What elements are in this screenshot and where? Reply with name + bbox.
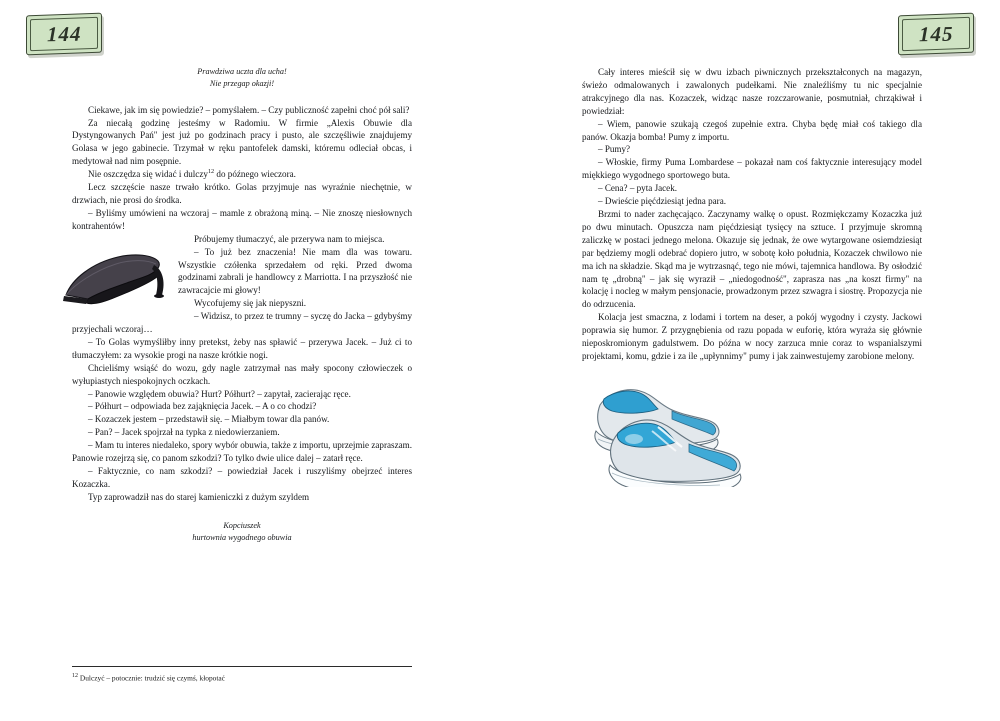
paragraph: – Pan? – Jacek spojrzał na typka z niedowierzaniem. (88, 427, 280, 438)
shop-sign-subtitle: hurtownia wygodnego obuwia (192, 533, 292, 543)
paragraph: Wycofujemy się jak niepyszni. (194, 298, 307, 309)
paragraph: Ciekawe, jak im się powiedzie? – pomyślałem. – Czy publiczność zapełni choć pół sali? (88, 104, 410, 115)
paragraph: Cały interes mieścił się w dwu izbach piwnicznych przekształconych na magazyn, świeżo odmalowanych i zawalonych pudełkami. Nie znaleźliśmy tu nic specjalnie atrakcyjnego dla nas. Kozaczek, widząc nasze rozczarowanie, posmutniał, chrząkiwał i powiedział: (582, 67, 922, 116)
right-page-text-column (582, 66, 922, 489)
paragraph: Kolacja jest smaczna, z lodami i tortem na deser, a pokój wygodny i czysty. Jackowi poprawia się humor. Z przygnębienia od razu popada w euforię, która wyraża się głównie nieposkromionym gadulstwem. Do późna w nocy zarzuca mnie coraz to wspanialszymi projektami, komu, gdzie i za ile „upłynnimy" pumy i jak zainwestujemy zarobione melony. (582, 312, 922, 361)
paragraph: Chcieliśmy wsiąść do wozu, gdy nagle zatrzymał nas mały spocony człowieczek o wyłupiastych niespokojnych oczkach. (72, 362, 412, 386)
paragraph: – To Golas wymyśliłby inny pretekst, żeby nas spławić – przerywa Jacek. – Już ci to tłumaczyłem: za wysokie progi na nasze krótkie nogi. (72, 336, 412, 360)
paragraph: Brzmi to nader zachęcająco. Zaczynamy walkę o opust. Rozmiękczamy Kozaczka już po dwu minutach. Opuszcza nam pięćdziesiąt tysięcy na sztuce. I przyjmuje skromną zaliczkę w postaci jednego melona. Okazuje się jednak, że owe wytargowane osiemdziesiąt par będziemy mogli odebrać dopiero jutro, w sobotę koło południa, Kozaczek chwilowo nie ma ich na składzie. Skąd ma je wytrzasnąć, tego nie mówi, tajemnica handlowa. By osłodzić nam tę „drobną" – jak się wyraził – „niedogodność", zaprasza nas „na koszt firmy" na kolację i nocleg w małym pensjonacie, prowadzonym przez szwagra i siostrę. Propozycja nie do odrzucenia. (582, 208, 922, 310)
paragraph: – Byliśmy umówieni na wczoraj – mamle z obrażoną miną. – Nie znoszę niesłownych kontrahentów! (72, 207, 412, 231)
blue-sports-sneakers-illustration (574, 369, 746, 487)
footnote-divider (72, 666, 412, 667)
paragraph: Za niecałą godzinę jesteśmy w Radomiu. W firmie „Alexis Obuwie dla Dystyngowanych Pań" jest już po godzinach pracy i pusto, ale szczęśliwie znajdujemy Golasa w jego gabinecie. Trzymał w ręku pantofelek damski, któremu odleciał obcas, i medytował nad nim posępnie. (72, 117, 412, 167)
page-number-badge-right (898, 13, 974, 56)
left-page-text-column (72, 66, 412, 545)
paragraph: – Kozaczek jestem – przedstawił się. – Miałbym towar dla panów. (88, 414, 330, 425)
page-number-badge-right-inner (902, 17, 970, 51)
footnote-text: Dulczyć – potocznie: trudzić się czymś, kłopotać (79, 673, 225, 683)
paragraph: – Mam tu interes niedaleko, spory wybór obuwia, także z importu, uprzejmie zapraszam. Panowie rozejrzą się, co panom szkodzi? To tylko dwie ulice dalej – zatarł ręce. (72, 440, 412, 464)
paragraph: Nie oszczędza się widać i dulczy$^{12}$ do późnego wieczora. (88, 168, 296, 180)
paragraph: – Cena? – pyta Jacek. (598, 183, 678, 194)
page-number-left: 144 (46, 21, 82, 46)
shop-sign-text (72, 520, 412, 545)
paragraph: – Panowie względem obuwia? Hurt? Półhurt? – zapytał, zacierając ręce. (88, 388, 351, 399)
page-number-badge-left-inner (30, 17, 98, 51)
paragraph: – Pumy? (598, 144, 631, 155)
paragraph: – Widzisz, to przez te trumny – syczę do Jacka – gdybyśmy przyjechali wczoraj… (72, 311, 412, 335)
epigraph (72, 66, 412, 91)
epigraph-line-1: Prawdziwa uczta dla ucha! (197, 67, 287, 76)
paragraph: Lecz szczęście nasze trwało krótko. Golas przyjmuje nas wyraźnie niechętnie, w drzwiach, nie prosi do środka. (72, 182, 412, 205)
paragraph: – To już bez znaczenia! Nie mam dla was towaru. Wszystkie czółenka sprzedałem od ręki. Przed dwoma godzinami zabrali je handlowcy z Marriotta. I na przyszłość nie zawracajcie mi głowy! (178, 246, 412, 296)
paragraph: Próbujemy tłumaczyć, ale przerywa nam to miejsca. (194, 233, 385, 244)
epigraph-line-2: Nie przegap okazji! (209, 79, 275, 89)
paragraph: – Włoskie, firmy Puma Lombardese – pokazał nam coś faktycznie interesujący model miękkiego wygodnego sportowego buta. (582, 157, 922, 181)
paragraph: Typ zaprowadził nas do starej kamieniczki z dużym szyldem (88, 491, 310, 502)
paragraph: – Faktycznie, co nam szkodzi? – powiedział Jacek i ruszyliśmy obejrzeć interes Kozaczka. (72, 466, 412, 489)
footnote (72, 672, 432, 683)
paragraph: – Półhurt – odpowiada bez zająknięcia Jacek. – A o co chodzi? (88, 401, 317, 412)
paragraph: – Wiem, panowie szukają czegoś zupełnie extra. Chyba będę miał coś takiego dla panów. Okazja bomba! Pumy z importu. (582, 118, 922, 142)
footnote-marker: 12 (72, 673, 78, 679)
paragraph: – Dwieście pięćdziesiąt jedna para. (598, 196, 727, 207)
page-number-badge-left (26, 13, 102, 56)
shop-sign-name: Kopciuszek (223, 520, 261, 530)
ladies-pump-shoe-illustration (58, 235, 170, 317)
page-number-right: 145 (918, 21, 954, 46)
